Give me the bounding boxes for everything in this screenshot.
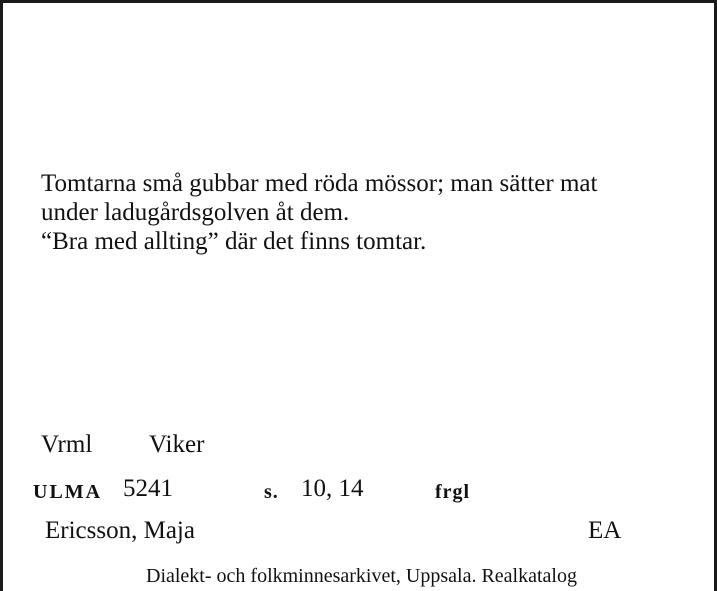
archive-number: 5241 bbox=[123, 475, 173, 502]
place-region: Vrml bbox=[41, 431, 93, 458]
collector-initials: EA bbox=[588, 517, 622, 544]
collector-name: Ericsson, Maja bbox=[45, 517, 195, 544]
body-line: “Bra med allting” där det finns tomtar. bbox=[41, 228, 427, 255]
page-label: s. bbox=[264, 481, 279, 503]
card-body-text bbox=[41, 169, 691, 256]
archive-code: ULMA bbox=[33, 481, 103, 503]
place-parish: Viker bbox=[149, 431, 205, 458]
body-line: Tomtarna små gubbar med röda mössor; man sätter mat bbox=[41, 170, 598, 197]
page-numbers: 10, 14 bbox=[301, 475, 364, 502]
body-line: under ladugårdsgolven åt dem. bbox=[41, 199, 350, 226]
category-tag: frgl bbox=[435, 481, 471, 503]
archive-footer: Dialekt- och folkminnesarkivet, Uppsala. Realkatalog bbox=[146, 565, 577, 587]
